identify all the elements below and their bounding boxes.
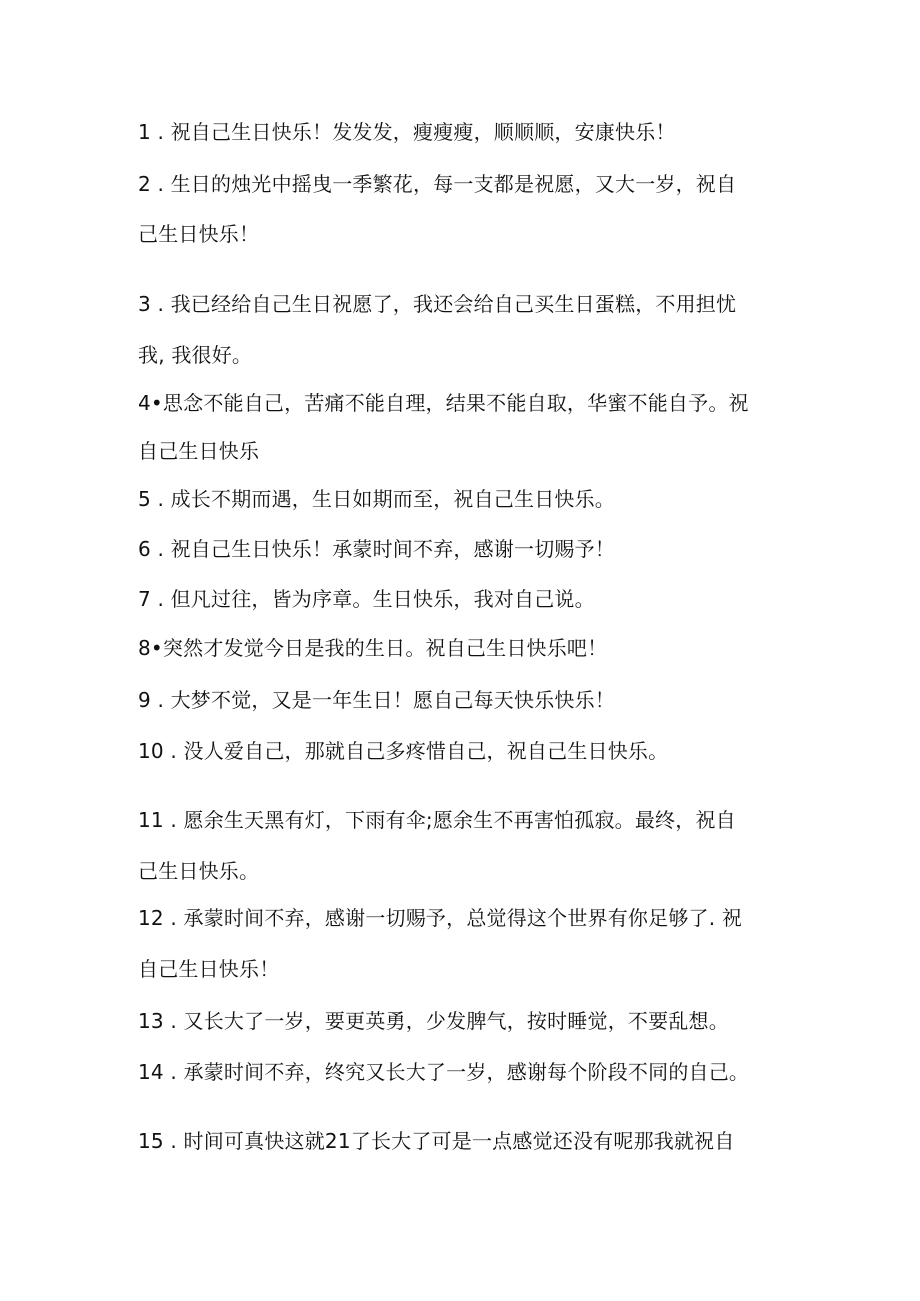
text-line: 14 . 承蒙时间不弃，终究又长大了一岁，感谢每个阶段不同的自己。 xyxy=(138,1060,750,1084)
text-line: 12 . 承蒙时间不弃，感谢一切赐予，总觉得这个世界有你足够了. 祝 xyxy=(138,906,743,930)
text-line: 11 . 愿余生天黑有灯，下雨有伞;愿余生不再害怕孤寂。最终，祝自 xyxy=(138,808,736,832)
text-line: 己生日快乐。 xyxy=(138,859,260,883)
text-line: 自己生日快乐！ xyxy=(138,957,280,981)
text-line: 2 . 生日的烛光中摇曳一季繁花，每一支都是祝愿，又大一岁，祝自 xyxy=(138,172,737,196)
text-line: 13 . 又长大了一岁，要更英勇，少发脾气，按时睡觉，不要乱想。 xyxy=(138,1009,729,1033)
text-line: 5 . 成长不期而遇，生日如期而至，祝自己生日快乐。 xyxy=(138,487,615,511)
text-line: 8•突然才发觉今日是我的生日。祝自己生日快乐吧！ xyxy=(138,636,608,660)
text-line: 己生日快乐！ xyxy=(138,222,260,246)
text-line: 自己生日快乐 xyxy=(138,439,260,463)
text-line: 15 . 时间可真快这就21了长大了可是一点感觉还没有呢那我就祝自 xyxy=(138,1129,735,1153)
text-line: 3 . 我已经给自己生日祝愿了，我还会给自己买生日蛋糕，不用担忧 xyxy=(138,292,737,316)
text-line: 9 . 大梦不觉，又是一年生日！愿自己每天快乐快乐！ xyxy=(138,688,615,712)
text-line: 1 . 祝自己生日快乐！发发发，瘦瘦瘦，顺顺顺，安康快乐！ xyxy=(138,120,676,144)
text-line: 10 . 没人爱自己，那就自己多疼惜自己，祝自己生日快乐。 xyxy=(138,739,669,763)
text-line: 7 . 但凡过往，皆为序章。生日快乐，我对自己说。 xyxy=(138,587,595,611)
text-line: 我, 我很好。 xyxy=(138,343,253,367)
text-line: 6 . 祝自己生日快乐！承蒙时间不弃，感谢一切赐予！ xyxy=(138,537,615,561)
text-line: 4•思念不能自己，苦痛不能自理，结果不能自取，华蜜不能自予。祝 xyxy=(138,391,749,415)
